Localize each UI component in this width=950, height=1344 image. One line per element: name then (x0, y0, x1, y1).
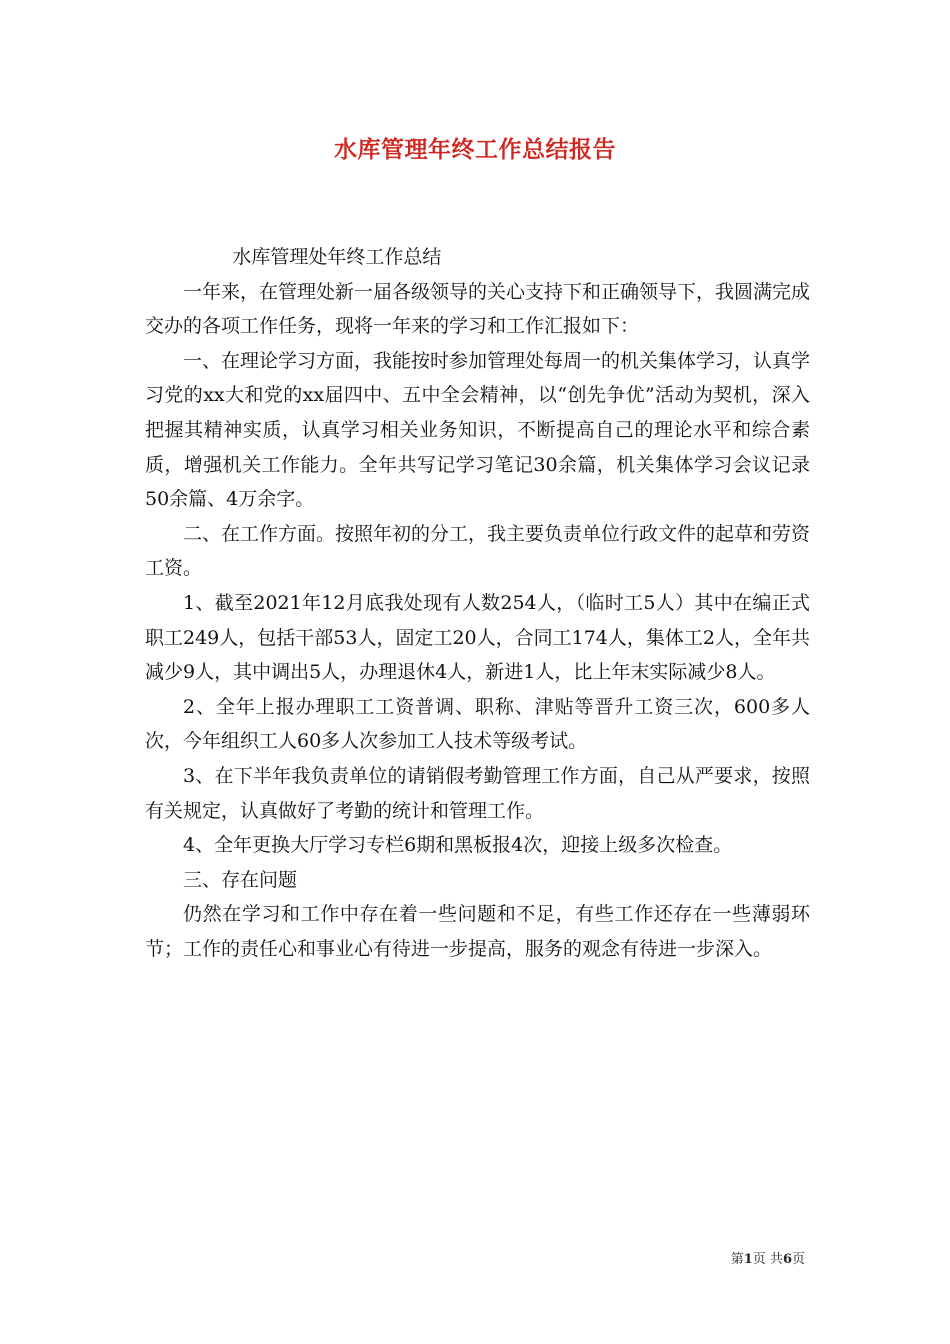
paragraph-bulletin: 4、全年更换大厅学习专栏6期和黑板报4次，迎接上级多次检查。 (183, 834, 733, 857)
paragraph-staff-count: 1、截至2021年12月底我处现有人数254人，（临时工5人）其中在编正式职工249人，包括干部53人，固定工20人，合同工174人，集体工2人，全年共减少9人，其中调出5人，办理退休4人，新进1人，比上年末实际减少8人。 (145, 591, 810, 684)
paragraph-work: 二、在工作方面。按照年初的分工，我主要负责单位行政文件的起草和劳资工资。 (145, 522, 811, 580)
current-page-number: 1 (743, 1252, 753, 1267)
paragraph-problems-heading: 三、存在问题 (183, 868, 298, 891)
footer-suffix: 页 (791, 1252, 805, 1267)
document-subtitle: 水库管理处年终工作总结 (232, 246, 442, 268)
footer-prefix: 第 (730, 1252, 744, 1267)
paragraph-intro: 一年来，在管理处新一届各级领导的关心支持下和正确领导下，我圆满完成交办的各项工作任务，现将一年来的学习和工作汇报如下： (145, 280, 811, 338)
document-body (145, 240, 810, 966)
document-title: 水库管理年终工作总结报告 (334, 136, 616, 163)
total-pages-number: 6 (782, 1252, 792, 1267)
paragraph-problems: 仍然在学习和工作中存在着一些问题和不足，有些工作还存在一些薄弱环节；工作的责任心和事业心有待进一步提高，服务的观念有待进一步深入。 (145, 903, 810, 960)
paragraph-theory-study: 一、在理论学习方面，我能按时参加管理处每周一的机关集体学习，认真学习党的xx大和党的xx届四中、五中全会精神，以“创先争优”活动为契机，深入把握其精神实质，认真学习相关业务知识，不断提高自己的理论水平和综合素质，增强机关工作能力。全年共写记学习笔记30余篇，机关集体学习会议记录50余篇、4万余字。 (145, 349, 811, 511)
footer-middle: 页 共 (752, 1252, 783, 1267)
paragraph-salary: 2、全年上报办理职工工资普调、职称、津贴等晋升工资三次，600多人次，今年组织工人60多人次参加工人技术等级考试。 (145, 695, 810, 753)
paragraph-attendance: 3、在下半年我负责单位的请销假考勤管理工作方面，自己从严要求，按照有关规定，认真做好了考勤的统计和管理工作。 (145, 764, 810, 822)
page-footer (731, 1248, 805, 1267)
